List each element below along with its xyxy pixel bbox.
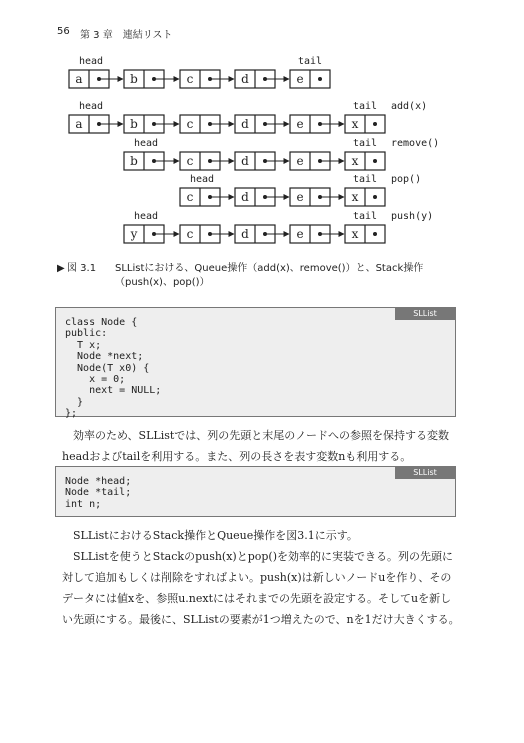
node-value: e: [296, 190, 304, 204]
list-node: [180, 115, 234, 133]
tail-label: tail: [353, 211, 378, 222]
node-value: b: [130, 154, 138, 168]
list-node: [180, 70, 234, 88]
head-label: head: [134, 211, 159, 222]
list-node: [235, 70, 289, 88]
code-text: Node *head; Node *tail; int n;: [65, 476, 132, 510]
list-row: [124, 211, 433, 243]
tail-label: tail: [353, 138, 378, 149]
next-pointer-dot: [373, 159, 377, 163]
list-node: [290, 70, 330, 88]
head-label: head: [79, 101, 104, 112]
node-value: d: [241, 72, 249, 86]
node-value: x: [351, 227, 359, 241]
list-node: [180, 188, 234, 206]
list-row: [69, 56, 330, 88]
node-value: b: [130, 72, 138, 86]
node-value: x: [351, 154, 359, 168]
node-value: c: [186, 227, 194, 241]
page-number: 56: [57, 26, 70, 37]
code-block-node-class: [55, 307, 456, 420]
list-node: [124, 70, 179, 88]
list-node: [235, 115, 289, 133]
body-paragraph: SLListにおけるStack操作とQueue操作を図3.1に示す。: [73, 529, 358, 542]
operation-label: remove(): [391, 138, 440, 149]
next-pointer-dot: [373, 195, 377, 199]
node-value: d: [241, 227, 249, 241]
node-value: e: [296, 154, 304, 168]
code-tag: SLList: [395, 467, 455, 479]
operation-label: pop(): [391, 174, 422, 185]
list-row: [124, 138, 439, 170]
list-node: [180, 225, 234, 243]
code-block-fields: [55, 466, 456, 517]
operation-label: push(y): [391, 211, 434, 222]
list-node: [345, 115, 385, 133]
node-value: b: [130, 117, 138, 131]
tail-label: tail: [353, 101, 378, 112]
list-node: [290, 115, 344, 133]
list-node: [124, 115, 179, 133]
node-value: c: [186, 117, 194, 131]
chapter-title: 第 3 章 連結リスト: [80, 30, 173, 41]
node-value: a: [75, 72, 83, 86]
head-label: head: [190, 174, 215, 185]
caption-number: 図 3.1: [67, 263, 97, 274]
head-label: head: [134, 138, 159, 149]
body-paragraph: 効率のため、SLListでは、列の先頭と末尾のノードへの参照を保持する変数headおよびtailを利用する。また、列の長さを表す変数nも利用する。: [62, 429, 449, 463]
tail-label: tail: [353, 174, 378, 185]
list-node: [290, 225, 344, 243]
node-value: d: [241, 117, 249, 131]
caption-marker: ▶: [57, 263, 65, 274]
list-node: [124, 152, 179, 170]
list-node: [235, 188, 289, 206]
node-value: d: [241, 190, 249, 204]
body-paragraph-1-wrap: [62, 425, 462, 467]
node-value: c: [186, 190, 194, 204]
node-value: x: [351, 117, 359, 131]
next-pointer-dot: [373, 122, 377, 126]
list-node: [345, 188, 385, 206]
body-text-lower: [62, 525, 462, 630]
code-tag: SLList: [395, 308, 455, 320]
node-value: x: [351, 190, 359, 204]
list-node: [124, 225, 179, 243]
list-node: [235, 225, 289, 243]
next-pointer-dot: [373, 232, 377, 236]
node-value: e: [296, 227, 304, 241]
caption-text: SLListにおける、Queue操作（add(x)、remove()）と、Stack操作（push(x)、pop()）: [115, 263, 424, 288]
node-value: d: [241, 154, 249, 168]
node-value: e: [296, 117, 304, 131]
tail-label: tail: [298, 56, 323, 67]
code-text: class Node { public: T x; Node *next; Node(T x0) { x = 0; next = NULL; } };: [65, 317, 162, 420]
body-paragraph: SLListを使うとStackのpush(x)とpop()を効率的に実装できる。列の先頭に対して追加もしくは削除をすればよい。push(x)は新しいノードuを作り、そのデータには値xを、参照u.nextにはそれまでの先頭を設定する。そしてuを新しい先頭にする。最後に、SLListの要素が1つ増えたので、nを1だけ大きくする。: [62, 550, 460, 626]
list-node: [235, 152, 289, 170]
list-row: [180, 174, 421, 206]
operation-label: add(x): [391, 101, 428, 112]
linked-list-figure: [0, 0, 524, 262]
list-node: [180, 152, 234, 170]
list-row: [69, 101, 427, 133]
node-value: a: [75, 117, 83, 131]
list-node: [290, 152, 344, 170]
list-node: [345, 152, 385, 170]
node-value: e: [296, 72, 304, 86]
list-node: [69, 70, 123, 88]
node-value: y: [130, 227, 138, 241]
list-node: [69, 115, 123, 133]
list-node: [290, 188, 344, 206]
node-value: c: [186, 154, 194, 168]
head-label: head: [79, 56, 104, 67]
node-value: c: [186, 72, 194, 86]
next-pointer-dot: [318, 77, 322, 81]
list-node: [345, 225, 385, 243]
